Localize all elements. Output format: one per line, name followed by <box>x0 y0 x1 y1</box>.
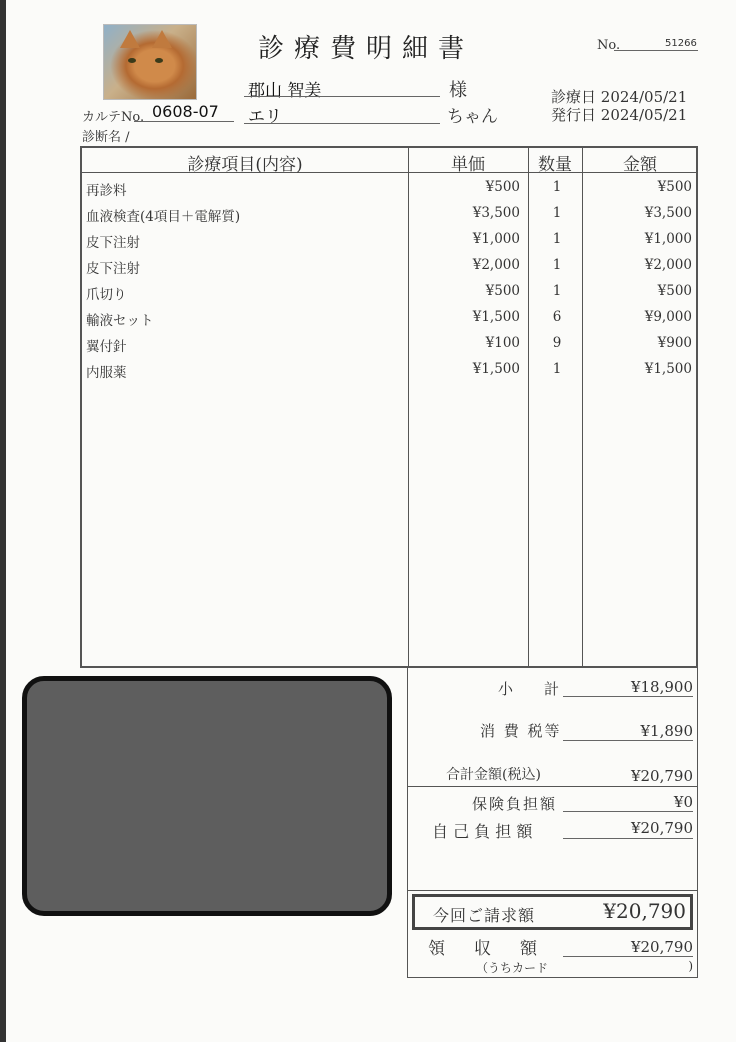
card-close: ) <box>688 959 693 973</box>
item-amount: ¥1,000 <box>644 231 692 247</box>
item-name: 内服薬 <box>86 365 127 381</box>
item-name: 翼付針 <box>86 339 127 355</box>
karte-number: 0608-07 <box>152 102 219 121</box>
header-amount: 金額 <box>623 155 657 175</box>
pet-photo <box>103 24 197 100</box>
bill-value: ¥20,790 <box>603 899 686 923</box>
item-price: ¥1,500 <box>472 361 520 377</box>
item-qty: 1 <box>552 257 562 273</box>
item-qty: 9 <box>552 335 562 351</box>
pet-underline <box>244 123 440 124</box>
subtotal-value: ¥18,900 <box>630 678 693 696</box>
total-label: 合計金額(税込) <box>446 767 541 783</box>
table-row <box>82 305 696 331</box>
pet-suffix: ちゃん <box>447 107 498 127</box>
item-qty: 1 <box>552 283 562 299</box>
self-pay-value: ¥20,790 <box>630 819 693 837</box>
item-amount: ¥500 <box>657 283 692 299</box>
subtotal-label: 小 計 <box>498 680 568 698</box>
item-amount: ¥2,000 <box>644 257 692 273</box>
owner-name: 郡山 智美 <box>248 81 322 101</box>
item-name: 爪切り <box>86 287 127 303</box>
visit-date-value: 2024/05/21 <box>600 88 688 106</box>
item-name: 再診料 <box>86 183 127 199</box>
header-price: 単価 <box>451 155 485 175</box>
item-amount: ¥1,500 <box>644 361 692 377</box>
summary-divider <box>408 786 697 787</box>
tax-value: ¥1,890 <box>640 722 693 740</box>
document-number: 51266 <box>665 38 697 49</box>
item-qty: 1 <box>552 179 562 195</box>
item-price: ¥3,500 <box>472 205 520 221</box>
pet-name: エリ <box>248 107 282 127</box>
header-item: 診療項目(内容) <box>187 155 303 175</box>
received-label: 領 収 額 <box>428 939 543 959</box>
tax-label: 消 費 税等 <box>480 722 562 740</box>
item-amount: ¥500 <box>657 179 692 195</box>
item-price: ¥100 <box>485 335 520 351</box>
item-qty: 6 <box>552 309 562 325</box>
item-qty: 1 <box>552 231 562 247</box>
item-price: ¥1,500 <box>472 309 520 325</box>
item-qty: 1 <box>552 205 562 221</box>
table-row <box>82 331 696 357</box>
number-label: No. <box>597 38 621 53</box>
table-row <box>82 201 696 227</box>
owner-underline <box>244 96 440 97</box>
bill-label: 今回ご請求額 <box>433 906 536 925</box>
table-row <box>82 357 696 383</box>
items-table <box>80 146 698 668</box>
insurance-label: 保険負担額 <box>472 795 558 813</box>
item-name: 皮下注射 <box>86 235 140 251</box>
item-amount: ¥3,500 <box>644 205 692 221</box>
table-row <box>82 227 696 253</box>
cat-ear-shape <box>152 30 172 48</box>
tax-underline <box>563 740 693 741</box>
self-pay-underline <box>563 838 693 839</box>
table-row <box>82 175 696 201</box>
header-qty: 数量 <box>538 155 572 175</box>
table-row <box>82 253 696 279</box>
summary-divider <box>408 890 697 891</box>
received-underline <box>563 956 693 957</box>
issue-date <box>551 104 687 125</box>
cat-eye-shape <box>128 58 136 63</box>
received-value: ¥20,790 <box>630 938 693 956</box>
self-pay-label: 自 己 負 担 額 <box>432 822 533 841</box>
issue-date-label: 発行日 <box>551 106 597 124</box>
item-price: ¥500 <box>485 283 520 299</box>
item-price: ¥500 <box>485 179 520 195</box>
item-price: ¥2,000 <box>472 257 520 273</box>
item-amount: ¥900 <box>657 335 692 351</box>
item-qty: 1 <box>552 361 562 377</box>
insurance-underline <box>563 811 693 812</box>
card-label: （うちカード <box>476 961 549 975</box>
honorific: 様 <box>449 80 467 101</box>
karte-underline <box>134 121 234 122</box>
issue-date-value: 2024/05/21 <box>600 106 688 124</box>
insurance-value: ¥0 <box>673 793 693 811</box>
scan-edge <box>0 0 6 1042</box>
visit-date-label: 診療日 <box>551 88 597 106</box>
bill-box <box>412 894 693 930</box>
item-name: 血液検査(4項目＋電解質) <box>86 209 241 225</box>
table-row <box>82 279 696 305</box>
item-price: ¥1,000 <box>472 231 520 247</box>
summary-box <box>407 668 698 978</box>
item-name: 皮下注射 <box>86 261 140 277</box>
redacted-area <box>22 676 392 916</box>
item-amount: ¥9,000 <box>644 309 692 325</box>
diagnosis-label: 診断名 / <box>82 130 130 145</box>
total-value: ¥20,790 <box>630 767 693 785</box>
number-underline <box>614 50 698 51</box>
subtotal-underline <box>563 696 693 697</box>
item-name: 輸液セット <box>86 313 154 329</box>
cat-ear-shape <box>120 30 140 48</box>
document-title: 診療費明細書 <box>258 34 475 64</box>
karte-label: カルテNo. <box>82 110 145 125</box>
cat-eye-shape <box>155 58 163 63</box>
